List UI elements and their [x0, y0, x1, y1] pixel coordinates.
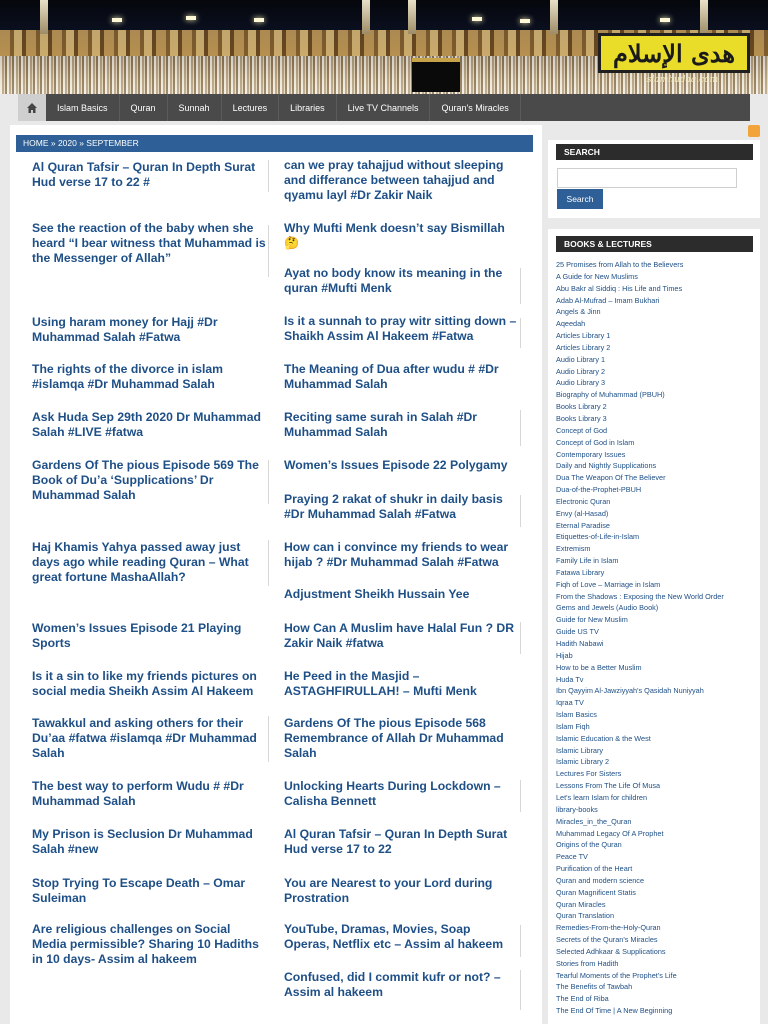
nav-item-lectures[interactable]: Lectures: [222, 94, 280, 121]
nav-item-islam-basics[interactable]: Islam Basics: [46, 94, 120, 121]
minaret: [40, 0, 48, 34]
book-link[interactable]: 25 Promises from Allah to the Believers: [556, 260, 684, 269]
post-link[interactable]: The rights of the divorce in islam #islamqa #Dr Muhammad Salah: [32, 362, 223, 391]
book-link[interactable]: Ibn Qayyim Al-Jawziyyah's Qasidah Nuniyyah: [556, 686, 704, 696]
minaret: [362, 0, 370, 34]
book-link[interactable]: Islamic Education & the West: [556, 733, 651, 743]
book-link[interactable]: Stories from Hadith: [556, 958, 619, 968]
book-link[interactable]: Etiquettes-of-Life-in-Islam: [556, 532, 640, 542]
book-link[interactable]: Hadith Nabawi: [556, 639, 604, 648]
book-link[interactable]: The Benefits of Tawbah: [556, 982, 633, 992]
book-link[interactable]: Dua The Weapon Of The Believer: [556, 473, 666, 483]
book-link[interactable]: Fiqh of Love – Marriage in Islam: [556, 579, 661, 589]
book-link[interactable]: Angels & Jinn: [556, 307, 601, 317]
post-link[interactable]: Ask Huda Sep 29th 2020 Dr Muhammad Salah #LIVE #fatwa: [32, 410, 261, 439]
post-link[interactable]: The best way to perform Wudu # #Dr Muhammad Salah: [32, 779, 244, 808]
post-link[interactable]: See the reaction of the baby when she heard “I bear witness that Muhammad is the Messenger of Allah”: [32, 221, 266, 265]
book-link[interactable]: Dua-of-the-Prophet-PBUH: [556, 485, 642, 495]
book-link[interactable]: library-books: [556, 804, 598, 814]
book-link[interactable]: Islamic Library: [556, 745, 604, 755]
post-link[interactable]: You are Nearest to your Lord during Prostration: [284, 876, 493, 905]
book-link[interactable]: Guide US TV: [556, 627, 599, 637]
post-link[interactable]: Adjustment Sheikh Hussain Yee: [284, 587, 470, 601]
post-link[interactable]: Al Quran Tafsir – Quran In Depth Surat Hud verse 17 to 22: [284, 827, 508, 856]
column-divider: [520, 495, 521, 527]
book-link[interactable]: Purification of the Heart: [556, 864, 633, 874]
lamp: [520, 19, 530, 23]
post-link[interactable]: Is it a sunnah to pray witr sitting down – Shaikh Assim Al Hakeem #Fatwa: [284, 314, 517, 343]
post-link[interactable]: Are religious challenges on Social Media permissible? Sharing 10 Hadiths in 10 days- Assim al hakeem: [32, 922, 259, 966]
nav-item-sunnah[interactable]: Sunnah: [168, 94, 222, 121]
book-link[interactable]: Audio Library 1: [556, 354, 606, 364]
book-link[interactable]: The End Of Time | A New Beginning: [556, 1006, 673, 1016]
book-link[interactable]: Contemporary Issues: [556, 449, 626, 459]
lamp: [660, 18, 670, 22]
post-link[interactable]: Gardens Of The pious Episode 569 The Book of Du’a ‘Supplications’ Dr Muhammad Salah: [32, 458, 259, 502]
column-divider: [268, 540, 269, 586]
search-button[interactable]: Search: [557, 189, 603, 209]
book-link[interactable]: Remedies-From-the-Holy-Quran: [556, 923, 661, 933]
logo-title: هدى الإسلام: [612, 38, 736, 68]
minaret: [550, 0, 558, 34]
column-divider: [268, 460, 269, 504]
book-link[interactable]: Books Library 3: [556, 413, 607, 423]
book-link[interactable]: Envy (al-Hasad): [556, 508, 609, 518]
book-link[interactable]: Selected Adhkaar & Supplications: [556, 946, 666, 956]
book-link[interactable]: Islam Fiqh: [556, 721, 590, 731]
column-divider: [520, 970, 521, 1010]
book-link[interactable]: Tearful Moments of the Prophet's Life: [556, 970, 677, 980]
post-link[interactable]: Using haram money for Hajj #Dr Muhammad Salah #Fatwa: [32, 315, 218, 344]
book-link[interactable]: Audio Library 2: [556, 366, 606, 376]
book-link[interactable]: Quran and modern science: [556, 875, 645, 885]
book-link[interactable]: Concept of God in Islam: [556, 437, 635, 447]
post-link[interactable]: Haj Khamis Yahya passed away just days ago while reading Quran – What great fortune MashaAllah?: [32, 540, 249, 584]
search-widget-title: SEARCH: [556, 144, 753, 160]
book-link[interactable]: Muhammad Legacy Of A Prophet: [556, 828, 664, 838]
nav-item-quran-miracles[interactable]: Quran's Miracles: [430, 94, 520, 121]
book-link[interactable]: Biography of Muhammad (PBUH): [556, 390, 665, 400]
book-link[interactable]: Family Life in Islam: [556, 556, 619, 566]
lamp: [472, 17, 482, 21]
nav-item-live-tv[interactable]: Live TV Channels: [337, 94, 431, 121]
post-link[interactable]: Tawakkul and asking others for their Du’aa #fatwa #islamqa #Dr Muhammad Salah: [32, 716, 257, 760]
book-link[interactable]: Guide for New Muslim: [556, 615, 628, 625]
post-link[interactable]: can we pray tahajjud without sleeping and differance between tahajjud and qyamu layl #Dr Zakir Naik: [284, 158, 504, 202]
post-link[interactable]: How can i convince my friends to wear hijab ? #Dr Muhammad Salah #Fatwa: [284, 540, 509, 569]
book-link[interactable]: Quran Translation: [556, 911, 615, 921]
post-link[interactable]: Confused, did I commit kufr or not? – Assim al hakeem: [284, 970, 501, 999]
book-link[interactable]: Quran Miracles: [556, 899, 606, 909]
post-link[interactable]: Reciting same surah in Salah #Dr Muhammad Salah: [284, 410, 478, 439]
column-divider: [268, 225, 269, 277]
book-link[interactable]: From the Shadows : Exposing the New World Order: [556, 591, 724, 601]
book-link[interactable]: Miracles_in_the_Quran: [556, 816, 632, 826]
book-link[interactable]: Secrets of the Quran's Miracles: [556, 935, 658, 945]
minaret: [700, 0, 708, 34]
book-link[interactable]: Gems and Jewels (Audio Book): [556, 603, 659, 613]
column-divider: [268, 160, 269, 192]
book-link[interactable]: Articles Library 2: [556, 342, 611, 352]
post-link[interactable]: Praying 2 rakat of shukr in daily basis #Dr Muhammad Salah #Fatwa: [284, 492, 503, 521]
book-link[interactable]: Audio Library 3: [556, 378, 606, 388]
book-link[interactable]: How to be a Better Muslim: [556, 662, 642, 672]
post-link[interactable]: Ayat no body know its meaning in the quran #Mufti Menk: [284, 266, 503, 295]
book-link[interactable]: Daily and Nightly Supplications: [556, 461, 657, 471]
post-link[interactable]: The Meaning of Dua after wudu # #Dr Muhammad Salah: [284, 362, 499, 391]
header-banner: [0, 0, 768, 94]
column-divider: [520, 318, 521, 348]
post-link[interactable]: Women’s Issues Episode 22 Polygamy: [284, 458, 508, 472]
rss-icon[interactable]: [748, 125, 760, 137]
post-link[interactable]: Gardens Of The pious Episode 568 Remembrance of Allah Dr Muhammad Salah: [284, 716, 504, 760]
books-widget-title: BOOKS & LECTURES: [556, 236, 753, 252]
column-divider: [520, 780, 521, 812]
book-link[interactable]: Electronic Quran: [556, 496, 611, 506]
book-link[interactable]: Abu Bakr al Siddiq : His Life and Times: [556, 283, 683, 293]
logo-subtitle: islamhudaa.com: [643, 75, 719, 85]
column-divider: [520, 622, 521, 654]
book-link[interactable]: Peace TV: [556, 852, 588, 862]
post-link[interactable]: Unlocking Hearts During Lockdown – Calisha Bennett: [284, 779, 501, 808]
lamp: [254, 18, 264, 22]
column-divider: [268, 716, 269, 762]
book-link[interactable]: Eternal Paradise: [556, 520, 610, 530]
book-link[interactable]: The End of Riba: [556, 994, 609, 1004]
column-divider: [520, 268, 521, 304]
book-link[interactable]: Aqeedah: [556, 319, 586, 329]
nav-item-libraries[interactable]: Libraries: [279, 94, 337, 121]
book-link[interactable]: Lectures For Sisters: [556, 769, 622, 779]
post-link[interactable]: My Prison is Seclusion Dr Muhammad Salah #new: [32, 827, 253, 856]
post-link[interactable]: Women’s Issues Episode 21 Playing Sports: [32, 621, 242, 650]
search-input[interactable]: [557, 168, 737, 188]
post-link[interactable]: Is it a sin to like my friends pictures on social media Sheikh Assim Al Hakeem: [32, 669, 257, 698]
post-link[interactable]: How Can A Muslim have Halal Fun ? DR Zakir Naik #fatwa: [284, 621, 515, 650]
book-link[interactable]: A Guide for New Muslims: [556, 271, 638, 281]
book-link[interactable]: Adab Al-Mufrad – Imam Bukhari: [556, 295, 660, 305]
book-link[interactable]: Iqraa TV: [556, 698, 584, 708]
post-link[interactable]: Why Mufti Menk doesn’t say Bismillah 🤔: [284, 221, 505, 250]
post-link[interactable]: Al Quran Tafsir – Quran In Depth Surat Hud verse 17 to 22 #: [32, 160, 256, 189]
books-list: [556, 259, 756, 1017]
book-link[interactable]: Quran Magnificent Statis: [556, 887, 636, 897]
nav-item-quran[interactable]: Quran: [120, 94, 168, 121]
lamp: [186, 16, 196, 20]
post-link[interactable]: He Peed in the Masjid – ASTAGHFIRULLAH! – Mufti Menk: [284, 669, 477, 698]
book-link[interactable]: Let's learn Islam for children: [556, 792, 648, 802]
book-link[interactable]: Extremism: [556, 544, 591, 554]
book-link[interactable]: Articles Library 1: [556, 331, 611, 341]
lamp: [112, 18, 122, 22]
book-link[interactable]: Huda Tv: [556, 674, 584, 684]
main-nav: [18, 94, 750, 121]
column-divider: [520, 925, 521, 957]
book-link[interactable]: Islamic Library 2: [556, 757, 610, 767]
post-link[interactable]: YouTube, Dramas, Movies, Soap Operas, Netflix etc – Assim al hakeem: [284, 922, 504, 951]
kaaba-image: [412, 58, 460, 92]
breadcrumb[interactable]: HOME » 2020 » SEPTEMBER: [16, 135, 533, 152]
book-link[interactable]: Fatawa Library: [556, 567, 605, 577]
book-link[interactable]: Hijab: [556, 650, 573, 660]
column-divider: [520, 410, 521, 446]
site-logo[interactable]: [598, 33, 750, 73]
book-link[interactable]: Origins of the Quran: [556, 840, 622, 850]
book-link[interactable]: Islam Basics: [556, 710, 597, 720]
book-link[interactable]: Books Library 2: [556, 402, 607, 412]
post-link[interactable]: Stop Trying To Escape Death – Omar Suleiman: [32, 876, 246, 905]
minaret: [408, 0, 416, 34]
book-link[interactable]: Concept of God: [556, 425, 608, 435]
nav-home-button[interactable]: [18, 94, 46, 121]
book-link[interactable]: Lessons From The Life Of Musa: [556, 781, 661, 791]
home-icon: [26, 102, 38, 114]
